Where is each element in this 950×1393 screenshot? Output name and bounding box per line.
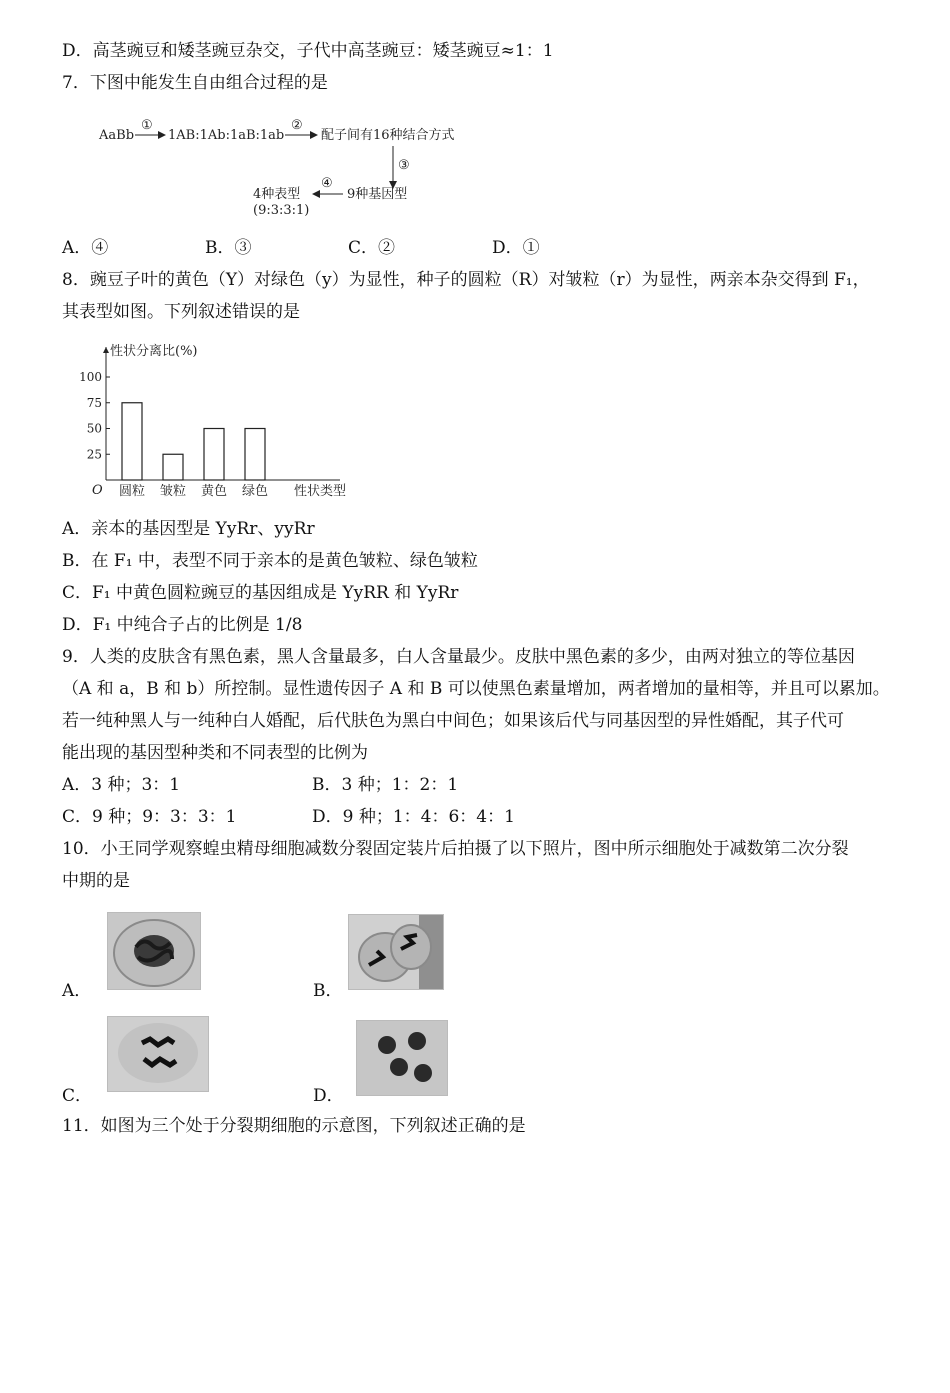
q9-option-c[interactable]: C．9 种；9：3：3：1 bbox=[62, 807, 237, 827]
q9-stem-line2: （A 和 a，B 和 b）所控制。显性遗传因子 A 和 B 可以使黑色素量增加，两者增加的量相等，并且可以累加。 bbox=[62, 679, 890, 699]
x-axis-label: 性状类型 bbox=[293, 484, 347, 499]
x-tick-label-黄色: 黄色 bbox=[200, 484, 228, 499]
q10-option-a[interactable]: A． bbox=[62, 981, 92, 1001]
q7-stem: 7．下图中能发生自由组合过程的是 bbox=[62, 73, 328, 93]
q8-option-c[interactable]: C．F₁ 中黄色圆粒豌豆的基因组成是 YyRR 和 YyRr bbox=[62, 583, 459, 603]
q7-step1: ① bbox=[141, 118, 153, 133]
q7-step3: ③ bbox=[398, 158, 410, 173]
q9-option-a[interactable]: A．3 种；3：1 bbox=[62, 775, 181, 795]
q8-bar-chart bbox=[70, 335, 370, 505]
q9-option-b[interactable]: B．3 种；1：2：1 bbox=[312, 775, 459, 795]
q8-stem-line1: 8．豌豆子叶的黄色（Y）对绿色（y）为显性，种子的圆粒（R）对皱粒（r）为显性，两亲本杂交得到 F₁， bbox=[62, 270, 870, 290]
q7-ratio: (9:3:3:1) bbox=[253, 203, 310, 218]
q8-option-d[interactable]: D．F₁ 中纯合子占的比例是 1/8 bbox=[62, 615, 303, 635]
q8-option-a[interactable]: A．亲本的基因型是 YyRr、yyRr bbox=[62, 519, 315, 539]
q7-option-c[interactable]: C．② bbox=[348, 238, 396, 258]
q7-option-d[interactable]: D．① bbox=[492, 238, 540, 258]
q7-phenotypes: 4种表型 bbox=[253, 187, 301, 202]
y-tick-label-75: 75 bbox=[86, 395, 102, 410]
bar-圆粒 bbox=[122, 403, 142, 480]
q10-option-b[interactable]: B． bbox=[313, 981, 343, 1001]
q7-flow-diagram bbox=[95, 112, 495, 222]
q9-stem-line1: 9．人类的皮肤含有黑色素，黑人含量最多，白人含量最少。皮肤中黑色素的多少，由两对独立的等位基因 bbox=[62, 647, 855, 667]
q7-start: AaBb bbox=[99, 128, 135, 143]
x-tick-label-圆粒: 圆粒 bbox=[118, 484, 146, 499]
q10-option-c[interactable]: C． bbox=[62, 1086, 93, 1106]
q9-option-d[interactable]: D．9 种；1：4：6：4：1 bbox=[312, 807, 515, 827]
q9-stem-line3: 若一纯种黑人与一纯种白人婚配，后代肤色为黑白中间色；如果该后代与同基因型的异性婚配，其子代可 bbox=[62, 711, 844, 731]
q10-stem-line2: 中期的是 bbox=[62, 871, 130, 891]
cell-photo-d bbox=[356, 1020, 448, 1096]
q8-stem-line2: 其表型如图。下列叙述错误的是 bbox=[62, 302, 300, 322]
q10-option-d[interactable]: D． bbox=[313, 1086, 344, 1106]
y-axis-arrow bbox=[103, 347, 109, 353]
y-tick-label-50: 50 bbox=[86, 421, 102, 436]
q7-option-b[interactable]: B．③ bbox=[205, 238, 252, 258]
q7-step4: ④ bbox=[321, 176, 333, 191]
y-axis-label: 性状分离比(%) bbox=[110, 344, 198, 359]
y-tick-label-25: 25 bbox=[86, 447, 102, 462]
y-tick-label-100: 100 bbox=[79, 370, 102, 384]
cell-photo-c bbox=[107, 1016, 209, 1092]
q9-stem-line4: 能出现的基因型种类和不同表型的比例为 bbox=[62, 743, 368, 763]
q7-step2: ② bbox=[291, 118, 303, 133]
q7-gametes: 1AB:1Ab:1aB:1ab bbox=[168, 128, 285, 143]
bar-皱粒 bbox=[163, 454, 183, 480]
q7-combos: 配子间有16种结合方式 bbox=[321, 128, 455, 143]
q7-genotypes: 9种基因型 bbox=[347, 187, 408, 202]
bar-黄色 bbox=[204, 429, 224, 481]
cell-photo-b bbox=[348, 914, 444, 990]
q8-option-b[interactable]: B．在 F₁ 中，表型不同于亲本的是黄色皱粒、绿色皱粒 bbox=[62, 551, 478, 571]
q10-stem-line1: 10．小王同学观察蝗虫精母细胞减数分裂固定装片后拍摄了以下照片，图中所示细胞处于减数第二次分裂 bbox=[62, 839, 849, 859]
q6-option-d: D．高茎豌豆和矮茎豌豆杂交，子代中高茎豌豆：矮茎豌豆≈1：1 bbox=[62, 41, 554, 61]
q7-option-a[interactable]: A．④ bbox=[62, 238, 109, 258]
x-tick-label-绿色: 绿色 bbox=[241, 484, 269, 499]
cell-photo-a bbox=[107, 912, 201, 990]
origin-label: O bbox=[92, 483, 103, 498]
bar-绿色 bbox=[245, 429, 265, 481]
x-tick-label-皱粒: 皱粒 bbox=[159, 484, 187, 499]
q11-stem: 11．如图为三个处于分裂期细胞的示意图，下列叙述正确的是 bbox=[62, 1116, 526, 1136]
